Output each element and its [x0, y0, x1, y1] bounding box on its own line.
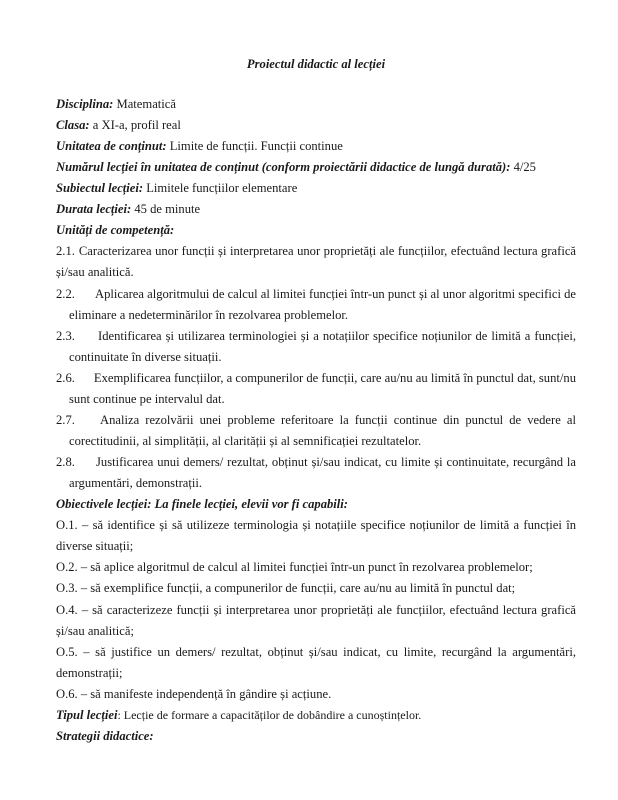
field-label: Disciplina: [56, 97, 114, 111]
lesson-type [56, 708, 576, 723]
competency-number: 2.6. [56, 371, 75, 385]
competency-text: Aplicarea algoritmului de calcul al limitei funcției într-un punct și al unor algoritmi specifici de [95, 287, 576, 301]
field-value: 45 de minute [131, 202, 201, 216]
competency-text: Exemplificarea funcțiilor, a compunerilor de funcții, care au/nu au limită în punctul dat, sunt/nu [93, 371, 576, 385]
competency-text: Identificarea și utilizarea terminologiei și a notațiilor specifice noțiunilor de limită a funcției, [98, 329, 576, 343]
document-title: Proiectul didactic al lecției [246, 57, 386, 71]
competency-item [56, 413, 576, 428]
field-discipline [56, 97, 576, 112]
objective-item: O.2. – să aplice algoritmul de calcul al limitei funcției într-un punct în rezolvarea problemelor; [56, 560, 533, 574]
competency-number: 2.7. [56, 413, 75, 427]
objective-item: O.3. – să exemplifice funcții, a compunerilor de funcții, care au/nu au limită în punctul dat; [56, 581, 516, 595]
objective-text: O.1. – să identifice și să utilizeze terminologia și notațiile specifice noțiunilor de limită a funcției în [56, 518, 576, 532]
field-value: Limitele funcțiilor elementare [143, 181, 298, 195]
competency-number: 2.2. [56, 287, 75, 301]
competency-item [56, 329, 576, 344]
lesson-type-label: Tipul lecției [56, 708, 118, 722]
field-label: Numărul lecției în unitatea de conținut (conform proiectării didactice de lungă durată): [56, 160, 511, 174]
objective-item [56, 645, 576, 660]
competency-text: Analiza rezolvării unei probleme referitoare la funcții continue din punctul de vedere al [100, 413, 576, 427]
competency-continuation: corectitudinii, al simplității, al clarității și al semnificației rezultatelor. [69, 434, 422, 448]
objective-item [56, 603, 576, 618]
competency-item [56, 244, 576, 259]
objective-item: O.6. – să manifeste independență în gândire și acțiune. [56, 687, 332, 701]
field-unit [56, 139, 576, 154]
field-label: Subiectul lecției: [56, 181, 144, 195]
competency-item [56, 455, 576, 470]
competency-continuation: și/sau analitică. [56, 265, 134, 279]
objective-continuation: demonstrații; [56, 666, 123, 680]
objectives-heading: Obiectivele lecției: La finele lecției, elevii vor fi capabili: [56, 497, 348, 511]
competency-continuation: eliminare a nedeterminărilor în rezolvarea problemelor. [69, 308, 349, 322]
competency-item [56, 287, 576, 302]
objective-item [56, 518, 576, 533]
strategies-heading: Strategii didactice: [56, 729, 154, 743]
competency-continuation: argumentări, demonstrații. [69, 476, 203, 490]
objective-text: O.5. – să justifice un demers/ rezultat, obținut și/sau indicat, cu limite, recurgând la argumentări, [56, 645, 576, 659]
objective-continuation: și/sau analitică; [56, 624, 134, 638]
field-class [56, 118, 576, 133]
competency-number: 2.8. [56, 455, 75, 469]
field-label: Clasa: [56, 118, 90, 132]
competency-number: 2.1. [56, 244, 75, 258]
competency-text: Caracterizarea unor funcții și interpretarea unor proprietăți ale funcțiilor, efectuând lectura grafică [78, 244, 576, 258]
competency-text: Justificarea unui demers/ rezultat, obținut și/sau indicat, cu limite și continuitate, recurgând la [96, 455, 576, 469]
competency-number: 2.3. [56, 329, 75, 343]
competency-item [56, 371, 576, 386]
field-lesson-number [56, 160, 576, 175]
field-value: a XI-a, profil real [89, 118, 181, 132]
competency-continuation: sunt continue pe intervalul dat. [69, 392, 225, 406]
field-subject [56, 181, 576, 196]
objective-continuation: diverse situații; [56, 539, 134, 553]
competencies-heading: Unități de competență: [56, 223, 175, 237]
lesson-type-value: : Lecție de formare a capacităților de dobândire a cunoștințelor. [117, 708, 422, 722]
field-duration [56, 202, 576, 217]
field-value: Limite de funcții. Funcții continue [166, 139, 343, 153]
field-value: Matematică [113, 97, 176, 111]
field-label: Durata lecției: [56, 202, 132, 216]
field-value: 4/25 [510, 160, 536, 174]
objective-text: O.4. – să caracterizeze funcții și interpretarea unor proprietăți ale funcțiilor, efectuând lectura grafică [56, 603, 576, 617]
competency-continuation: continuitate în diverse situații. [69, 350, 222, 364]
field-label: Unitatea de conținut: [56, 139, 167, 153]
